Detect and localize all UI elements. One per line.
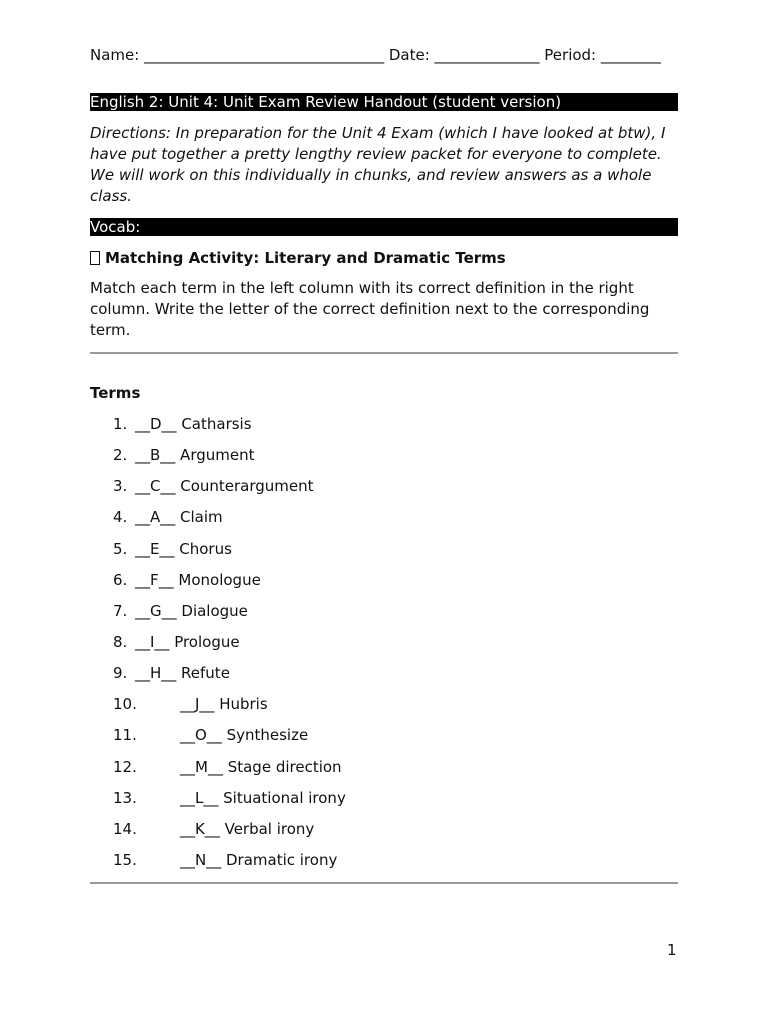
list-item — [90, 724, 678, 755]
item-text: __O__ Synthesize — [180, 726, 309, 745]
activity-instructions: Match each term in the left column with its correct definition in the right column. Write the letter of the correct definition next to the corresponding term. — [90, 279, 650, 339]
item-text: __L__ Situational irony — [180, 788, 346, 807]
title-bar: English 2: Unit 4: Unit Exam Review Handout (student version) — [90, 93, 678, 111]
list-item — [90, 756, 678, 787]
terms-heading: Terms — [90, 384, 141, 402]
document-icon — [90, 251, 100, 265]
item-text: __I__ Prologue — [135, 632, 240, 651]
name-date-period-line: Name: ________________________________ Date: ______________ Period: ________ — [90, 46, 661, 64]
item-number: 4. — [113, 508, 128, 527]
activity-title-text: Matching Activity: Literary and Dramatic Terms — [105, 249, 506, 267]
list-item — [90, 475, 678, 506]
item-text: __N__ Dramatic irony — [180, 850, 338, 869]
item-number: 14. — [113, 819, 137, 838]
item-number: 7. — [113, 601, 128, 620]
list-item — [90, 569, 678, 600]
list-item — [90, 444, 678, 475]
list-item — [90, 849, 678, 880]
item-number: 11. — [113, 726, 137, 745]
item-text: __J__ Hubris — [180, 695, 268, 714]
item-number: 5. — [113, 539, 128, 558]
item-number: 2. — [113, 446, 128, 465]
item-text: __E__ Chorus — [135, 539, 232, 558]
list-item — [90, 693, 678, 724]
item-text: __A__ Claim — [135, 508, 223, 527]
list-item — [90, 818, 678, 849]
list-item — [90, 787, 678, 818]
item-text: __H__ Refute — [135, 664, 230, 683]
activity-title — [90, 247, 678, 269]
list-item — [90, 631, 678, 662]
item-number: 6. — [113, 570, 128, 589]
list-item — [90, 600, 678, 631]
item-text: __K__ Verbal irony — [180, 819, 315, 838]
bottom-divider — [90, 882, 678, 884]
item-text: __F__ Monologue — [135, 570, 261, 589]
item-text: __G__ Dialogue — [135, 601, 248, 620]
item-text: __C__ Counterargument — [135, 477, 314, 496]
list-item — [90, 538, 678, 569]
item-number: 10. — [113, 695, 137, 714]
list-item — [90, 662, 678, 693]
terms-list — [90, 413, 678, 880]
top-divider — [90, 352, 678, 354]
item-number: 3. — [113, 477, 128, 496]
vocab-bar: Vocab: — [90, 218, 678, 236]
item-number: 8. — [113, 632, 128, 651]
item-number: 12. — [113, 757, 137, 776]
item-text: __D__ Catharsis — [135, 415, 252, 433]
item-text: __M__ Stage direction — [180, 757, 342, 776]
page-number: 1 — [667, 941, 677, 959]
item-number: 1. — [113, 415, 128, 433]
list-item — [90, 413, 678, 444]
directions-paragraph: Directions: In preparation for the Unit 4 Exam (which I have looked at btw), I have put together a pretty lengthy review packet for everyone to complete. We will work on this individually in chunks, and review answers as a whole class. — [90, 124, 666, 205]
item-text: __B__ Argument — [135, 446, 255, 465]
item-number: 13. — [113, 788, 137, 807]
list-item — [90, 506, 678, 537]
item-number: 9. — [113, 664, 128, 683]
item-number: 15. — [113, 850, 137, 869]
